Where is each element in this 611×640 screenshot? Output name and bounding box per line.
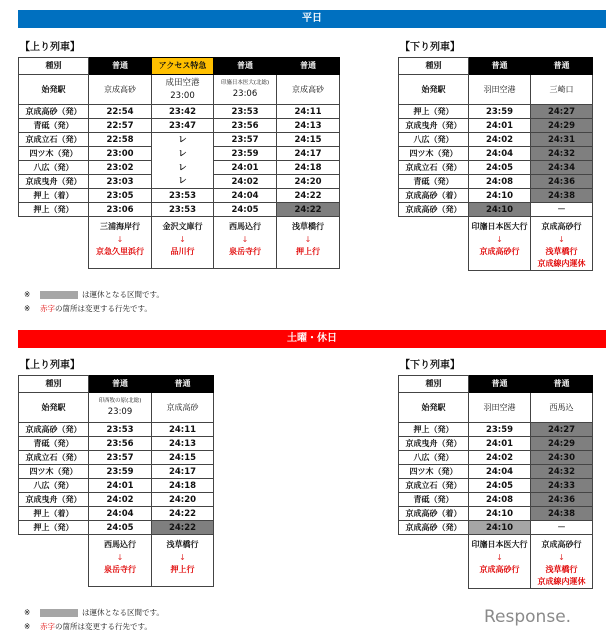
origin-station: 印西牧の原(北総) 23:09 [89, 393, 152, 423]
holiday-up-label: 【上り列車】 [20, 360, 80, 371]
table-row: 京成曳舟（発） 24:01 24:29 [399, 437, 593, 451]
arrow-down-icon: ↓ [179, 553, 186, 562]
table-row: 四ツ木（発） 24:04 24:32 [399, 147, 593, 161]
table-row: 京成立石（発） 23:57 24:15 [19, 451, 214, 465]
table-row: 青砥（発） 24:08 24:36 [399, 493, 593, 507]
table-row: 青砥（発） 23:56 24:13 [19, 437, 214, 451]
table-row: 四ツ木（発） 23:00 レ 23:59 24:17 [19, 147, 340, 161]
origin-station: 三崎口 [531, 75, 593, 105]
type-label: 種別 [399, 58, 469, 75]
table-row: 京成立石（発） 22:58 レ 23:57 24:15 [19, 133, 340, 147]
train-type: 普通 [469, 376, 531, 393]
table-row: 京成高砂（発） 22:54 23:42 23:53 24:11 [19, 105, 340, 119]
table-row: 八広（発） 24:02 24:31 [399, 133, 593, 147]
table-row: 押上（発） 24:05 24:22 [19, 521, 214, 535]
origin-label: 始発駅 [399, 393, 469, 423]
table-row: 押上（発） 23:59 24:27 [399, 423, 593, 437]
train-type: 普通 [214, 58, 277, 75]
note-red-text: ※ 赤字の箇所は変更する行先です。 [24, 622, 152, 631]
table-row: 押上（発） 23:59 24:27 [399, 105, 593, 119]
suspended-swatch [40, 609, 78, 617]
origin-station: 成田空港 23:00 [152, 75, 214, 105]
type-label: 種別 [399, 376, 469, 393]
arrow-down-icon: ↓ [496, 235, 503, 244]
origin-station: 京成高砂 [89, 75, 152, 105]
destination-change: 金沢文庫行 ↓ 品川行 [152, 217, 214, 269]
arrow-down-icon: ↓ [558, 235, 565, 244]
destination-row [399, 535, 593, 589]
destination-change: 印旛日本医大行 ↓ 京成高砂行 [469, 535, 531, 589]
destination-change: 印旛日本医大行 ↓ 京成高砂行 [469, 217, 531, 271]
suspended-cell: 24:22 [277, 203, 340, 217]
table-row: 京成高砂（発） 24:10 － [399, 203, 593, 217]
origin-station: 京成高砂 [277, 75, 340, 105]
table-row: 四ツ木（発） 24:04 24:32 [399, 465, 593, 479]
destination-row [399, 217, 593, 271]
table-row: 京成立石（発） 24:05 24:33 [399, 479, 593, 493]
table-row: 青砥（発） 22:57 23:47 23:56 24:13 [19, 119, 340, 133]
arrow-down-icon: ↓ [558, 553, 565, 562]
arrow-down-icon: ↓ [496, 553, 503, 562]
holiday-up-table [18, 375, 214, 587]
train-type-express: アクセス特急 [152, 58, 214, 75]
train-type: 普通 [277, 58, 340, 75]
table-row: 八広（発） 24:02 24:30 [399, 451, 593, 465]
table-row: 青砥（発） 24:08 24:36 [399, 175, 593, 189]
type-label: 種別 [19, 376, 89, 393]
origin-station: 京成高砂 [152, 393, 214, 423]
weekday-up-table [18, 57, 340, 269]
destination-change: 京成高砂行 ↓ 浅草橋行 京成線内運休 [531, 217, 593, 271]
holiday-down-label: 【下り列車】 [400, 360, 460, 371]
origin-station: 西馬込 [531, 393, 593, 423]
table-row: 京成高砂（発） 24:10 － [399, 521, 593, 535]
table-row: 京成高砂（着） 24:10 24:38 [399, 189, 593, 203]
pass-mark: レ [152, 133, 214, 147]
table-row: 押上（着） 24:04 24:22 [19, 507, 214, 521]
origin-station: 羽田空港 [469, 393, 531, 423]
origin-label: 始発駅 [19, 75, 89, 105]
pass-mark: レ [152, 161, 214, 175]
weekday-down-label: 【下り列車】 [400, 42, 460, 53]
table-row: 京成曳舟（発） 23:03 レ 24:02 24:20 [19, 175, 340, 189]
table-row: 京成立石（発） 24:05 24:34 [399, 161, 593, 175]
weekday-up-label: 【上り列車】 [20, 42, 80, 53]
destination-change: 浅草橋行 ↓ 押上行 [152, 535, 214, 587]
response-logo: Response. [484, 607, 572, 627]
suspended-swatch [40, 291, 78, 299]
destination-change: 西馬込行 ↓ 泉岳寺行 [214, 217, 277, 269]
table-row: 八広（発） 24:01 24:18 [19, 479, 214, 493]
table-row: 押上（発） 23:06 23:53 24:05 24:22 [19, 203, 340, 217]
train-type: 普通 [89, 376, 152, 393]
table-row: 四ツ木（発） 23:59 24:17 [19, 465, 214, 479]
weekday-header-bar: 平日 [18, 10, 606, 28]
arrow-down-icon: ↓ [116, 553, 124, 562]
destination-row [19, 217, 340, 269]
weekday-down-table [398, 57, 593, 271]
arrow-down-icon: ↓ [179, 235, 186, 244]
arrow-down-icon: ↓ [241, 235, 249, 244]
origin-station: 羽田空港 [469, 75, 531, 105]
table-row: 京成高砂（着） 24:10 24:38 [399, 507, 593, 521]
note-suspended: ※ は運休となる区間です。 [24, 290, 164, 299]
train-type: 普通 [152, 376, 214, 393]
arrow-down-icon: ↓ [116, 235, 124, 244]
suspended-cell: 24:22 [152, 521, 214, 535]
note-suspended: ※ は運休となる区間です。 [24, 608, 164, 617]
table-row: 八広（発） 23:02 レ 24:01 24:18 [19, 161, 340, 175]
origin-label: 始発駅 [19, 393, 89, 423]
destination-row [19, 535, 214, 587]
holiday-down-table [398, 375, 593, 589]
origin-label: 始発駅 [399, 75, 469, 105]
destination-change: 三浦海岸行 ↓ 京急久里浜行 [89, 217, 152, 269]
destination-change: 西馬込行 ↓ 泉岳寺行 [89, 535, 152, 587]
destination-change: 京成高砂行 ↓ 浅草橋行 京成線内運休 [531, 535, 593, 589]
holiday-header-bar: 土曜・休日 [18, 330, 606, 348]
pass-mark: レ [152, 147, 214, 161]
type-label: 種別 [19, 58, 89, 75]
arrow-down-icon: ↓ [304, 235, 312, 244]
destination-change: 浅草橋行 ↓ 押上行 [277, 217, 340, 269]
pass-mark: レ [152, 175, 214, 189]
table-row: 京成曳舟（発） 24:01 24:29 [399, 119, 593, 133]
table-row: 京成高砂（発） 23:53 24:11 [19, 423, 214, 437]
train-type: 普通 [531, 376, 593, 393]
note-red-text: ※ 赤字の箇所は変更する行先です。 [24, 304, 152, 313]
table-row: 京成曳舟（発） 24:02 24:20 [19, 493, 214, 507]
table-row: 押上（着） 23:05 23:53 24:04 24:22 [19, 189, 340, 203]
origin-station: 印旛日本医大(北総) 23:06 [214, 75, 277, 105]
train-type: 普通 [469, 58, 531, 75]
train-type: 普通 [89, 58, 152, 75]
train-type: 普通 [531, 58, 593, 75]
